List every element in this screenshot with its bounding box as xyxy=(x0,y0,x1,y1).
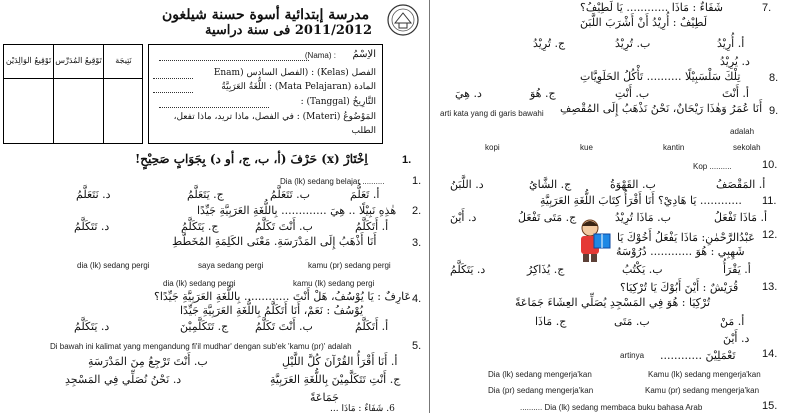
option-a[interactable]: أ. أُرِيْدُ xyxy=(717,37,745,50)
option-d[interactable]: د. أَيْنَ xyxy=(723,332,750,345)
question-prompt: .......... Dia (lk) sedang membaca buku bahasa Arab xyxy=(520,403,703,412)
question-prompt: أَنَا أَذْهَبُ إِلَى المَدْرَسَةِ. مَعْنَى الكَلِمَةِ المُخَطَّطِ xyxy=(172,235,377,248)
question-prompt: هٰذِهِ نَبِيْلًا .. هِيَ ............. بِاللُّغَةِ العَرَبِيَّةِ جَيِّدًا xyxy=(197,204,397,217)
option-d[interactable]: د. نَحْنُ نُصَلِّي فِي المَسْجِدِ xyxy=(65,373,182,386)
question-prompt: Dia (lk) sedang belajar .......... xyxy=(280,177,385,186)
option-b[interactable]: ب. القَهْوَةُ xyxy=(610,178,656,191)
name-field[interactable] xyxy=(159,60,309,61)
option-b[interactable]: ب. أَنْتِ xyxy=(615,87,650,100)
option-c[interactable]: ج. تَتَكَلَّمِيْنَ xyxy=(180,320,229,333)
score-cell[interactable] xyxy=(104,79,143,143)
question-prompt: Di bawah ini kalimat yang mengandung fi'il mudhar' dengan sub'ek 'kamu (pr)' adalah xyxy=(50,342,352,351)
option-b[interactable]: ب. مَتَى xyxy=(614,315,650,328)
reading-child-illustration xyxy=(572,216,614,262)
question-number: 10. xyxy=(762,159,778,171)
question-tail: جَمَاعَةً xyxy=(310,391,339,404)
question-number: 8. xyxy=(769,72,779,84)
date-label: التَّارِيخُ (Tanggal) : xyxy=(300,97,376,107)
parents-signature-cell[interactable] xyxy=(4,79,54,143)
question-prompt-note: artinya xyxy=(620,351,645,360)
option-a[interactable]: sekolah xyxy=(733,143,761,152)
school-year: 2011/2012 فى سنة دراسية xyxy=(205,23,373,38)
class-label: الفصل (Kelas) : (الفصل السادس (Enam xyxy=(213,68,376,78)
option-d[interactable]: د. نَتَعَلَّمُ xyxy=(76,188,111,201)
teacher-signature-header: تَوْقِيعُ المُدَرِّس xyxy=(54,45,104,79)
option-b[interactable]: ب. تَتَعَلَّمُ xyxy=(270,188,310,201)
option-a[interactable]: أ. مَاذَا تَفْعَلُ xyxy=(714,211,768,224)
question-number: 3. xyxy=(412,237,422,249)
option-c[interactable]: ج. تُرِيْدُ xyxy=(533,37,566,50)
option-c[interactable]: ج. مَتَى تَفْعَلُ xyxy=(518,211,577,224)
option-b[interactable]: ب. يَكْتُبُ xyxy=(622,263,663,276)
option-c[interactable]: ج. يُذَاكِرُ xyxy=(527,263,565,276)
option-b[interactable]: saya sedang pergi xyxy=(198,261,264,270)
option-c[interactable]: ج. مَاذَا xyxy=(535,315,567,328)
option-a[interactable]: أ. أَتَكَلَّمُ xyxy=(355,320,389,333)
student-info-box xyxy=(148,44,383,144)
question-prompt: تِلْكَ سَلْسَبِيْلًا .......... تَأْكُلُ الحَلَوِيَّاتِ xyxy=(580,70,741,83)
question-number: 9. xyxy=(769,105,779,117)
question-prompt-2: يُوْسُفُ : نَعَمْ، أَنَا أَتَكَلَّمُ بِاللُّغَةِ العَرَبِيَّةِ جَيِّدًا xyxy=(180,304,364,317)
topic-label-2: الطلب xyxy=(351,126,376,136)
option-a[interactable]: kamu (pr) sedang pergi xyxy=(308,261,391,270)
option-a[interactable]: أ. مَنْ xyxy=(720,315,745,328)
question-number: 11. xyxy=(762,195,777,207)
option-a[interactable]: أ. المَقْصَفُ xyxy=(716,178,766,191)
option-e[interactable]: dia (lk) sedang pergi xyxy=(163,279,236,288)
parents-signature-header: تَوْقِيعُ الوَالِدَيْن xyxy=(4,45,54,79)
option-d[interactable]: kopi xyxy=(485,143,500,152)
question-prompt-2: شَهِبِي : هُوَ ............ دُرُوْسَهُ xyxy=(616,245,745,258)
school-logo xyxy=(386,3,420,37)
question-number: 14. xyxy=(762,348,778,360)
teacher-signature-cell[interactable] xyxy=(54,79,104,143)
question-prompt: ............ يَا هَادِيْ؟ أَنَا أَقْرَأُ كِتَابَ اللُّغَةِ العَرَبِيَّةِ xyxy=(540,194,742,207)
question-number: 4. xyxy=(412,293,422,305)
question-prompt: عَارِفٌ : يَا يُوْسُفُ، هَلْ أَنْتَ ............. بِاللُّغَةِ العَرَبِيَّةِ جَيِّدًا؟ xyxy=(154,290,412,303)
option-c[interactable]: ج. أَنْتِ تَتَكَلَّمِيْنَ بِاللُّغَةِ العَرَبِيَّةِ xyxy=(270,373,401,386)
option-d[interactable]: د. يُرِيْدُ xyxy=(720,55,750,68)
question-prompt: Kop .......... xyxy=(693,162,732,171)
option-d[interactable]: د. اللَّبَنُ xyxy=(450,178,484,191)
next-question-peek: 6. شَفَاءٌ : مَاذَا ... xyxy=(330,404,395,413)
grade-table xyxy=(3,44,143,144)
section-instruction: اِخْتَارْ (x) حَرْفَ (أ، ب، ج، أو د) بِجَوَابٍ صَحِيْحٍ! xyxy=(135,152,368,166)
column-divider xyxy=(429,0,430,413)
question-prompt: تَعْمَلِيْنَ ............ xyxy=(660,349,736,362)
option-d[interactable]: Dia (pr) sedang mengerja'kan xyxy=(488,386,594,395)
question-prompt-2: لَطِيْفٌ : أُرِيْدُ أَنْ أَشْرَبَ اللَّبَنَ xyxy=(580,16,708,29)
question-number: 15. xyxy=(762,400,778,412)
name-hint: (Nama) : xyxy=(304,51,336,60)
question-prompt-note-2: adalah xyxy=(730,127,755,136)
school-title: مدرسة إبتدائية أسوة حسنة شيلغون xyxy=(162,7,370,23)
class-field[interactable] xyxy=(153,78,193,79)
option-b[interactable]: ب. تُرِيْدُ xyxy=(615,37,651,50)
option-a[interactable]: أ. تَعَلُّمَ xyxy=(350,188,380,201)
date-field[interactable] xyxy=(159,107,269,108)
question-prompt: أَنَا عُمَرُ وَهٰذَا رَيْحَانٌ، نَحْنُ نَذْهَبُ إِلَى المُقْصِفِ xyxy=(560,102,763,115)
question-prompt-note: arti kata yang di garis bawahi xyxy=(440,109,544,118)
question-prompt: عَبْدُالرَّحْمٰنِ: مَاذَا يَفْعَلُ أَخُوْكَ يَا xyxy=(617,231,755,244)
subject-label: المادة (Mata Pelajaran) : اللُّغَةُ العَرَبِيَّةُ xyxy=(221,82,376,92)
section-number: 1. xyxy=(402,154,412,166)
name-label: الاِسْمُ xyxy=(352,49,376,60)
option-b[interactable]: kantin xyxy=(663,143,685,152)
subject-field[interactable] xyxy=(153,92,193,93)
score-header: نَتِيجَة xyxy=(104,45,143,79)
question-number: 13. xyxy=(762,281,778,293)
option-b[interactable]: ب. أَنْتَ تَرْجِعُ مِنَ المَدْرَسَةِ xyxy=(88,355,208,368)
option-a[interactable]: أ. أَنْتَ xyxy=(722,87,749,100)
option-a[interactable]: أ. أَتَكَلَّمُ xyxy=(355,220,389,233)
option-c[interactable]: ج. يَتَعَلَّمُ xyxy=(187,188,224,201)
question-number: 1. xyxy=(412,175,422,187)
option-b[interactable]: ب. أَنْتَ تَكَلَّمُ xyxy=(255,220,313,233)
question-number: 12. xyxy=(762,229,778,241)
option-d[interactable]: د. تَتَكَلَّمُ xyxy=(74,220,110,233)
option-a[interactable]: أ. أَنَا أَقْرَأُ القُرْآنَ كُلَّ اللَّيْلِ xyxy=(282,355,398,368)
option-b[interactable]: ب. أَنْتَ تَكَلَّمُ xyxy=(255,320,313,333)
question-number: 7. xyxy=(762,2,772,14)
option-b[interactable]: ب. مَاذَا تُرِيْدُ xyxy=(615,211,672,224)
question-number: 2. xyxy=(412,205,422,217)
option-c[interactable]: Kamu (pr) sedang mengerja'kan xyxy=(645,386,760,395)
option-b[interactable]: Dia (lk) sedang mengerja'kan xyxy=(488,370,592,379)
question-prompt: شَفَاءٌ : مَاذَا ............ يَا لَطِيْفُ؟ xyxy=(580,1,723,14)
question-prompt: قُرَيْشٌ : أَيْنَ أَبُوْكَ يَا تُرْكِيَا؟ xyxy=(620,281,739,294)
option-c[interactable]: ج. هُوَ xyxy=(530,87,556,100)
option-d[interactable]: د. يَتَكَلَّمُ xyxy=(74,320,110,333)
option-c[interactable]: ج. يَتَكَلَّمُ xyxy=(181,220,219,233)
option-a[interactable]: Kamu (lk) sedang mengerja'kan xyxy=(648,370,761,379)
option-d[interactable]: د. هِيَ xyxy=(455,87,482,100)
option-c[interactable]: ج. الشَّايُ xyxy=(529,178,572,191)
topic-label: المَوْضُوعُ (Materi) : في الفصل، ماذا تريد، ماذا تفعل، xyxy=(173,112,376,122)
option-c[interactable]: dia (lk) sedang pergi xyxy=(77,261,150,270)
question-prompt-2: تُرْكِيَا : هُوَ فِي المَسْجِدِ يُصَلِّي العِشَاءَ جَمَاعَةً xyxy=(515,296,711,309)
option-d[interactable]: د. أَيْنَ xyxy=(450,211,477,224)
option-d[interactable]: kamu (lk) sedang pergi xyxy=(293,279,375,288)
option-c[interactable]: kue xyxy=(580,143,593,152)
option-d[interactable]: د. يَتَكَلَّمُ xyxy=(450,263,486,276)
question-number: 5. xyxy=(412,340,422,352)
option-a[interactable]: أ. يَقْرَأُ xyxy=(723,263,751,276)
